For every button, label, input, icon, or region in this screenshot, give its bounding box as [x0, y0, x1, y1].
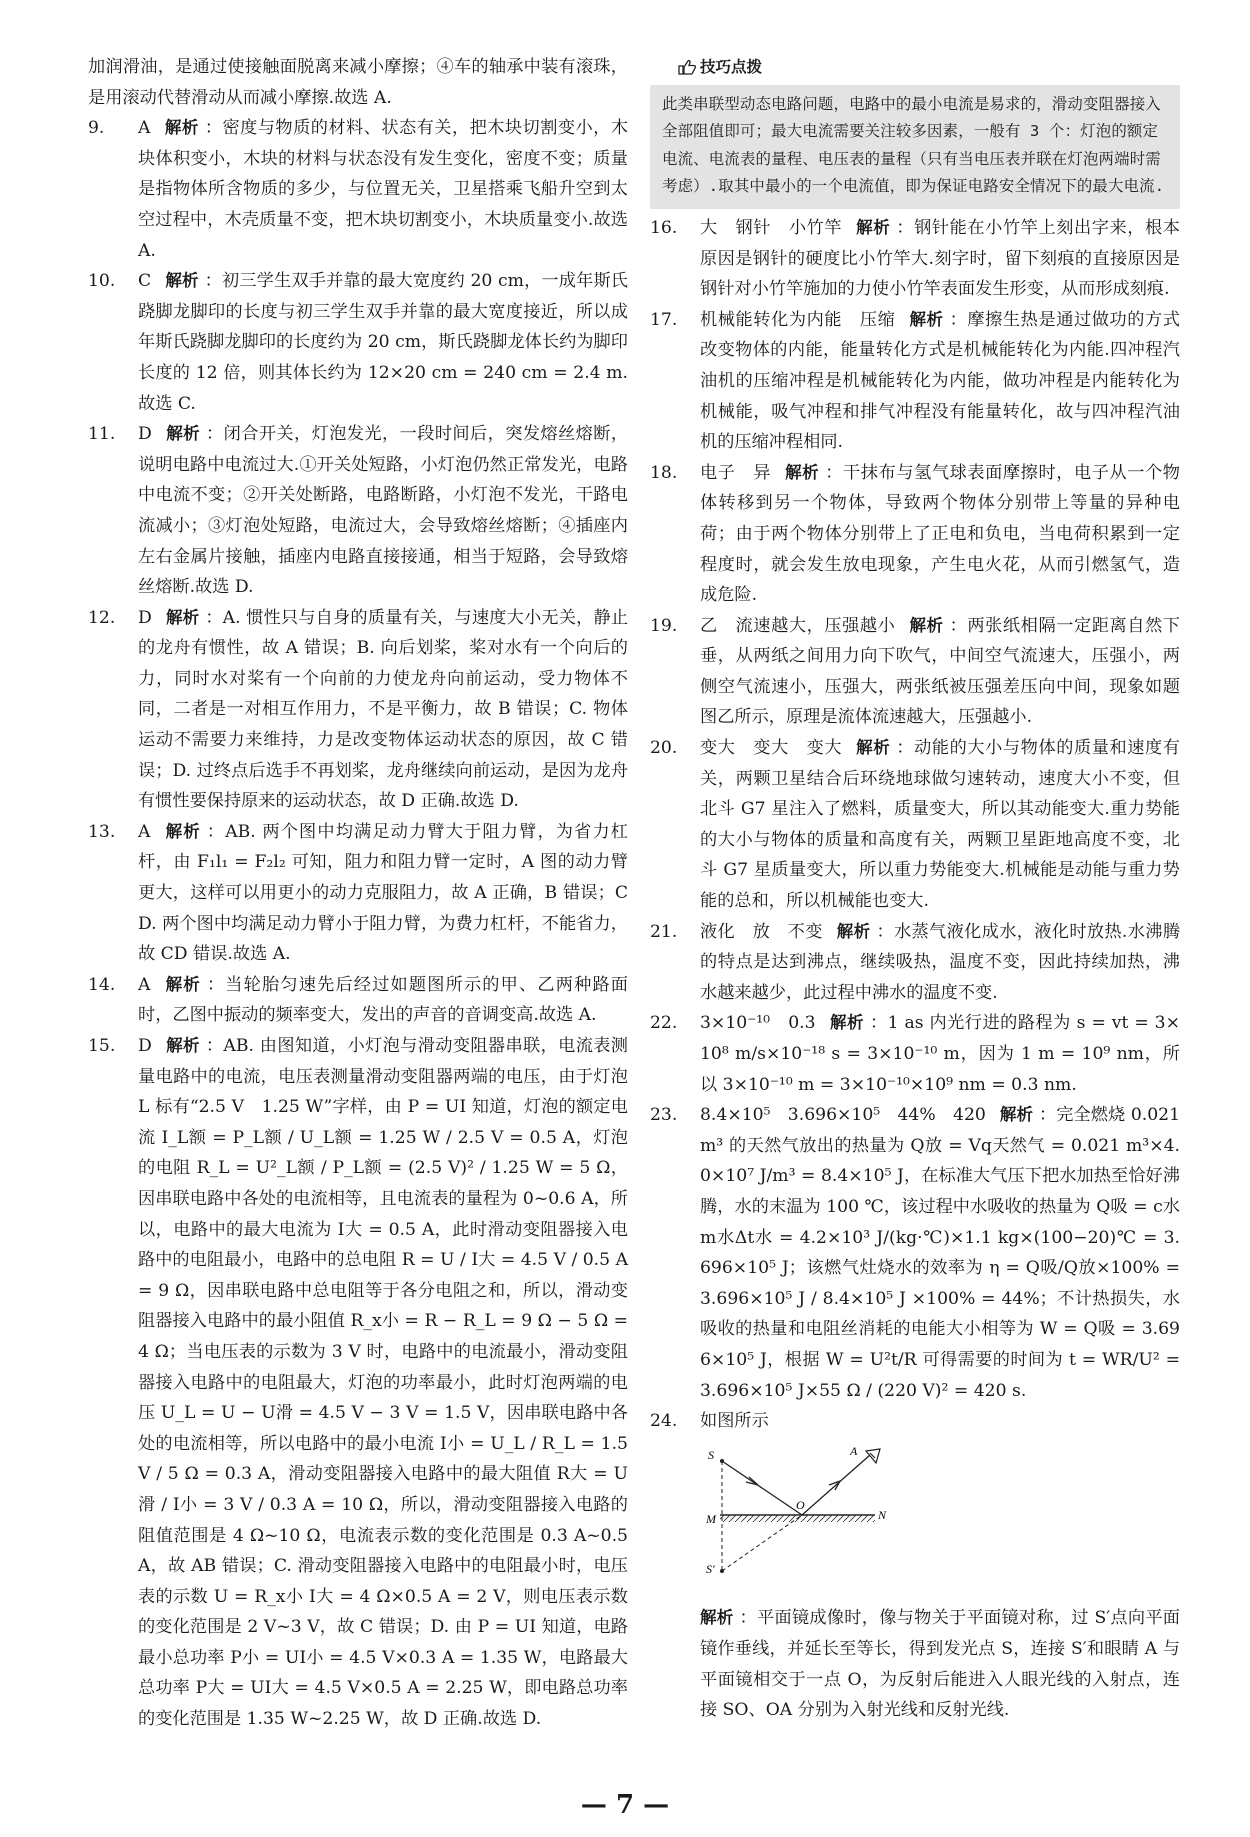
- answer-item-11: 11. D 解析 ：闭合开关，灯泡发光，一段时间后，突发熔丝熔断，说明电路中电流过大.①开关处短路，小灯泡仍然正常发光，电路中电流不变；②开关处断路，电路断路，小灯泡不发光，干路电流减小；③灯泡处短路，电流过大，会导致熔丝熔断；④插座内左右金属片接触，插座内电路直接接通，相当于短路，会导致熔丝熔断.故选 D.: [88, 424, 629, 598]
- answer-item-20: 20. 变大 变大 变大 解析 ：动能的大小与物体的质量和速度有关，两颗卫星结合后环绕地球做匀速转动，速度大小不变，但北斗 G7 星注入了燃料，质量变大，所以其动能变大.重力势能的大小与物体的质量和高度有关，两颗卫星距地高度不变，北斗 G7 星质量变大，所以重力势能变大.机械能是动能与重力势能的总和，所以机械能也变大.: [650, 738, 1180, 912]
- page-number: — 7 —: [580, 1790, 670, 1820]
- incident-ray: [722, 1461, 802, 1515]
- answer-item-15: 15. D 解析 ：AB. 由图知道，小灯泡与滑动变阻器串联，电流表测量电路中的电流，电压表测量滑动变阻器两端的电压，由于灯泡 L 标有“2.5 V 1.25 W”字样，由 P = UI 知道，灯泡的额定电流 I_L额 = P_L额 / U_L额 = 1.25 W / 2.5 V = 0.5 A，灯泡的电阻 R_L = U²_L额 / P_L额 = (2.5 V)² / 1.25 W = 5 Ω，因串联电路中各处的电流相等，且电流表的量程为 0~0.6 A，所以，电路中的最大电流为 I大 = 0.5 A，此时滑动变阻器接入电路中的电阻最小，电路中的总电阻 R = U / I大 = 4.5 V / 0.5 A = 9 Ω，因串联电路中总电阻等于各分电阻之和，所以，滑动变阻器接入电路中的最小阻值 R_x小 = R − R_L = 9 Ω − 5 Ω = 4 Ω；当电压表的示数为 3 V 时，电路中的电流最小，滑动变阻器接入电路中的电阻最大，灯泡的功率最小，此时灯泡两端的电压 U_L = U − U滑 = 4.5 V − 3 V = 1.5 V，因串联电路中各处的电流相等，所以电路中的最小电流 I小 = U_L / R_L = 1.5 V / 5 Ω = 0.3 A，滑动变阻器接入电路中的最大阻值 R大 = U滑 / I小 = 3 V / 0.3 A = 10 Ω，所以，滑动变阻器接入电路的阻值范围是 4 Ω~10 Ω，电流表示数的变化范围是 0.3 A~0.5 A，故 AB 错误；C. 滑动变阻器接入电路中的电阻最小时，电压表的示数 U = R_x小 I大 = 4 Ω×0.5 A = 2 V，则电压表示数的变化范围是 2 V~3 V，故 C 错误；D. 由 P = UI 知道，电路最小总功率 P小 = UI小 = 4.5 V×0.3 A = 1.35 W，电路最大总功率 P大 = UI大 = 4.5 V×0.5 A = 2.25 W，即电路总功率的变化范围是 1.35 W~2.25 W，故 D 正确.故选 D.: [88, 1036, 628, 1730]
- left-column: [88, 52, 628, 1735]
- answer-item-10: 10. C 解析 ：初三学生双手并靠的最大宽度约 20 cm，一成年斯氏跷脚龙脚印的长度与初三学生双手并靠的最大宽度接近，所以成年斯氏跷脚龙脚印的长度约为 20 cm，斯氏跷脚龙体长约为脚印长度的 12 倍，则其体长约为 12×20 cm = 240 cm = 2.4 m.故选 C.: [88, 271, 628, 414]
- answer-item-9: 9. A 解析 ：密度与物质的材料、状态有关，把木块切割变小，木块体积变小，木块的材料与状态没有发生变化，密度不变；质量是指物体所含物质的多少，与位置无关，卫星搭乘飞船升空到太空过程中，木壳质量不变，把木块切割变小，木块质量变小.故选 A.: [88, 118, 629, 261]
- answer-item-18: 18. 电子 异 解析 ：干抹布与氢气球表面摩擦时，电子从一个物体转移到另一个物体，导致两个物体分别带上等量的异种电荷；由于两个物体分别带上了正电和负电，当电荷积累到一定程度时，就会发生放电现象，产生电火花，从而引燃氢气，造成危险.: [650, 462, 1180, 606]
- answer-item-17: 17. 机械能转化为内能 压缩 解析 ：摩擦生热是通过做功的方式改变物体的内能，能量转化方式是机械能转化为内能.四冲程汽油机的压缩冲程是机械能转化为内能，做功冲程是内能转化为机械能，吸气冲程和排气冲程没有能量转化，故与四冲程汽油机的压缩冲程相同.: [650, 309, 1180, 453]
- answer-item-24: 24. 如图所示: [650, 1411, 769, 1432]
- answer-item-16: 16. 大 钢针 小竹竿 解析 ：钢针能在小竹竿上刻出字来，根本原因是钢针的硬度比小竹竿大.刻字时，留下刻痕的直接原因是钢针对小竹竿施加的力使小竹竿表面发生形变，从而形成刻痕.: [650, 217, 1180, 300]
- answer-item-22: 22. 3×10⁻¹⁰ 0.3 解析 ：1 as 内光行进的路程为 s = vt = 3×10⁸ m/s×10⁻¹⁸ s = 3×10⁻¹⁰ m，因为 1 m = 10⁹ nm，所以 3×10⁻¹⁰ m = 3×10⁻¹⁰×10⁹ nm = 0.3 nm.: [650, 1013, 1180, 1095]
- label-m: M: [706, 1511, 716, 1526]
- answer-item-12: 12. D 解析 ：A. 惯性只与自身的质量有关，与速度大小无关，静止的龙舟有惯性，故 A 错误；B. 向后划桨，桨对水有一个向后的力，同时水对桨有一个向前的力使龙舟向前运动，受力物体不同，二者是一对相互作用力，不是平衡力，故 B 错误；C. 物体运动不需要力来维持，力是改变物体运动状态的原因，故 C 错误；D. 过终点后选手不再划桨，龙舟继续向前运动，是因为龙舟有惯性要保持原来的运动状态，故 D 正确.故选 D.: [88, 607, 629, 812]
- label-o: O: [796, 1497, 805, 1512]
- answer-item-19: 19. 乙 流速越大，压强越小 解析 ：两张纸相隔一定距离自然下垂，从两纸之间用力向下吹气，中间空气流速大，压强小，两侧空气流速小，压强大，两张纸被压强差压向中间，现象如题图乙所示，原理是流体流速越大，压强越小.: [650, 615, 1180, 728]
- point-s: [720, 1459, 724, 1463]
- virtual-ray: [722, 1515, 802, 1571]
- answer-item-24-explanation: 解析 ：平面镜成像时，像与物关于平面镜对称，过 S′点向平面镜作垂线，并延长至等长，得到发光点 S，连接 S′和眼睛 A 与平面镜相交于一点 O，为反射后能进入人眼光线的入射点，连接 SO、OA 分别为入射光线和反射光线.: [700, 1608, 1180, 1721]
- label-n: N: [878, 1507, 887, 1522]
- reflected-ray: [802, 1455, 870, 1515]
- label-s-prime: S′: [706, 1561, 715, 1576]
- label-a: A: [850, 1443, 858, 1458]
- tip-box: 此类串联型动态电路问题，电路中的最小电流是易求的，滑动变阻器接入全部阻值即可；最大电流需要关注较多因素，一般有 3 个：灯泡的额定电流、电流表的量程、电压表的量程（只有当电压表并联在灯泡两端时需考虑）.取其中最小的一个电流值，即为保证电路安全情况下的最大电流.: [650, 85, 1180, 209]
- answer-item-23: 23. 8.4×10⁵ 3.696×10⁵ 44% 420 解析 ：完全燃烧 0.021 m³ 的天然气放出的热量为 Q放 = Vq天然气 = 0.021 m³×4.0×10⁷ J/m³ = 8.4×10⁵ J，在标准大气压下把水加热至恰好沸腾，水的末温为 100 ℃，该过程中水吸收的热量为 Q吸 = c水m水Δt水 = 4.2×10³ J/(kg·℃)×1.1 kg×(100−20)℃ = 3.696×10⁵ J；该燃气灶烧水的效率为 η = Q吸/Q放×100% = 3.696×10⁵ J / 8.4×10⁵ J ×100% = 44%；不计热损失，水吸收的热量和电阻丝消耗的电能大小相等为 W = Q吸 = 3.696×10⁵ J，根据 W = U²t/R 可得需要的时间为 t = WR/U² = 3.696×10⁵ J×55 Ω / (220 V)² = 420 s.: [650, 1105, 1181, 1401]
- label-s: S: [708, 1447, 714, 1462]
- continuation-text: 加润滑油，是通过使接触面脱离来减小摩擦；④车的轴承中装有滚珠，是用滚动代替滑动从而减小摩擦.故选 A.: [88, 57, 628, 108]
- answer-item-14: 14. A 解析 ：当轮胎匀速先后经过如题图所示的甲、乙两种路面时，乙图中振动的频率变大，发出的声音的音调变高.故选 A.: [88, 974, 628, 1026]
- answer-item-21: 21. 液化 放 不变 解析 ：水蒸气液化成水，液化时放热.水沸腾的特点是达到沸点，继续吸热，温度不变，因此持续加热，沸水越来越少，此过程中沸水的温度不变.: [650, 921, 1181, 1003]
- right-column: [650, 52, 1180, 1726]
- tip-heading: 技巧点拨: [678, 52, 1180, 83]
- mirror-reflection-diagram: [700, 1443, 900, 1593]
- point-s-prime: [720, 1569, 724, 1573]
- pointing-hand-icon: [678, 59, 696, 75]
- answer-item-13: 13. A 解析 ：AB. 两个图中均满足动力臂大于阻力臂，为省力杠杆，由 F₁l₁ = F₂l₂ 可知，阻力和阻力臂一定时，A 图的动力臂更大，这样可以用更小的动力克服阻力，故 A 正确，B 错误；CD. 两个图中均满足动力臂小于阻力臂，为费力杠杆，不能省力，故 CD 错误.故选 A.: [88, 821, 628, 965]
